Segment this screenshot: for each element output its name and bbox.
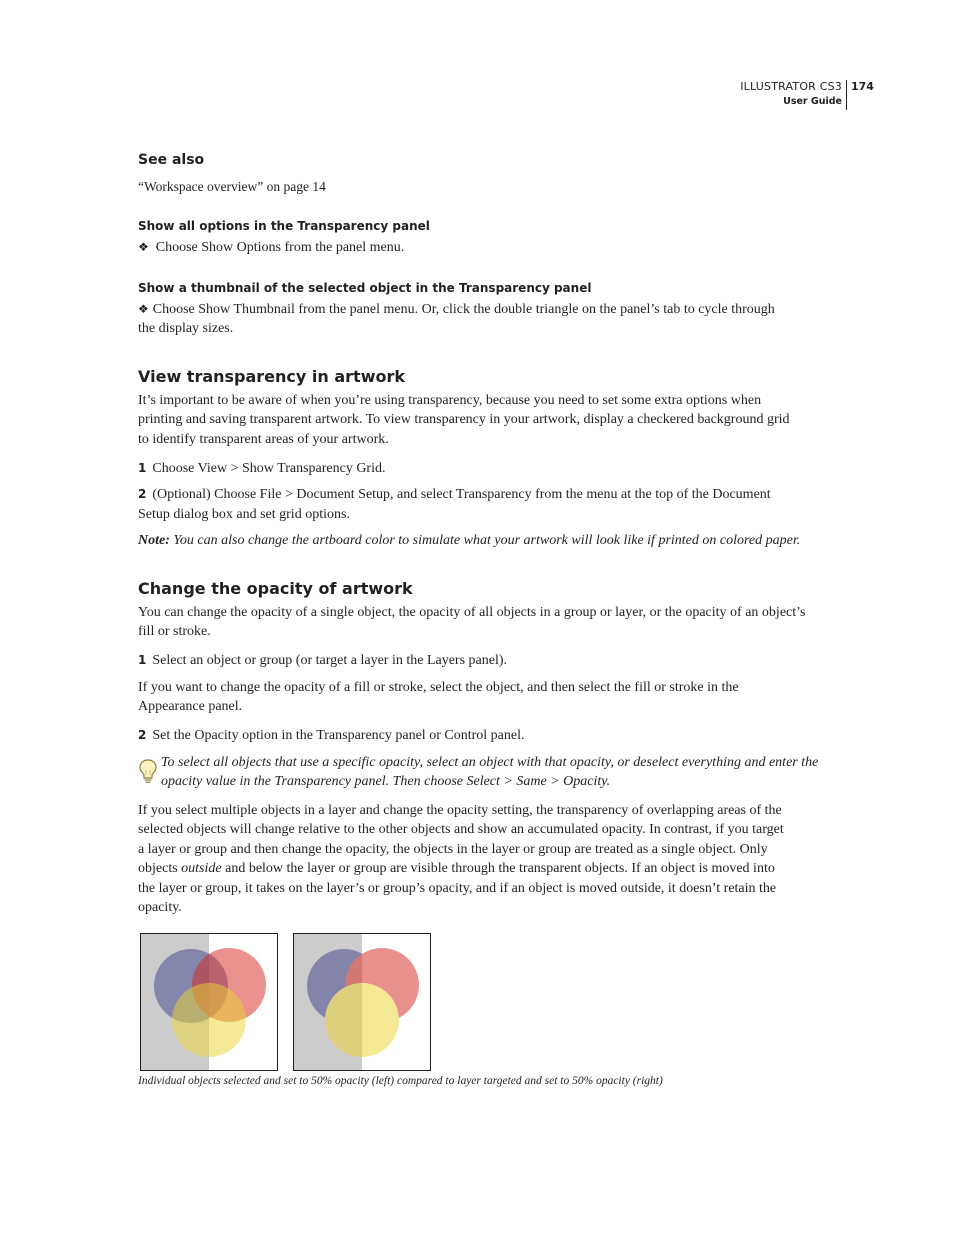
bullet-icon: ❖ (138, 240, 149, 254)
show-thumbnail-heading: Show a thumbnail of the selected object in the Transparency panel (138, 281, 592, 295)
see-also-heading: See also (138, 152, 205, 168)
tip-line1: To select all objects that use a specific opacity, select an object with that opacity, or deselect everything and enter the (161, 755, 819, 770)
note-text: You can also change the artboard color to simulate what your artwork will look like if printed on colored paper. (173, 533, 801, 548)
step-number: 1 (138, 653, 147, 667)
view-transparency-para-line2: printing and saving transparent artwork. To view transparency in your artwork, display a checkered background grid (138, 412, 790, 427)
view-transparency-para-line3: to identify transparent areas of your artwork. (138, 432, 389, 447)
view-step-1: 1 Choose View > Show Transparency Grid. (138, 461, 386, 476)
change-opacity-para3-line3: a layer or group and then change the opacity, the objects in the layer or group are treated as a single object. Only (138, 842, 768, 857)
header-divider (846, 80, 847, 110)
show-options-heading: Show all options in the Transparency panel (138, 219, 430, 233)
step-number: 1 (138, 461, 147, 475)
step-number: 2 (138, 728, 147, 742)
change-opacity-para3-line6: opacity. (138, 900, 182, 915)
show-thumbnail-line1: ❖ Choose Show Thumbnail from the panel menu. Or, click the double triangle on the panel’s tab to cycle through (138, 302, 775, 317)
view-step-2-line1: 2 (Optional) Choose File > Document Setup, and select Transparency from the menu at the top of the Document (138, 487, 771, 502)
view-transparency-heading: View transparency in artwork (138, 367, 405, 386)
header-product: ILLUSTRATOR CS3 (740, 80, 842, 93)
change-opacity-para2-line1: If you want to change the opacity of a fill or stroke, select the object, and then select the fill or stroke in the (138, 680, 739, 695)
opacity-step-2: 2 Set the Opacity option in the Transparency panel or Control panel. (138, 728, 525, 743)
change-opacity-heading: Change the opacity of artwork (138, 579, 413, 598)
step-number: 2 (138, 487, 147, 501)
view-step-2-line2: Setup dialog box and set grid options. (138, 507, 350, 522)
change-opacity-para3-line2: selected objects will change relative to the other objects and show an accumulated opacity. In contrast, if you target (138, 822, 784, 837)
tip-line2: opacity value in the Transparency panel. Then choose Select > Same > Opacity. (161, 774, 611, 789)
change-opacity-para2-line2: Appearance panel. (138, 699, 243, 714)
change-opacity-para-line2: fill or stroke. (138, 624, 211, 639)
bullet-icon: ❖ (138, 302, 149, 316)
see-also-link[interactable]: “Workspace overview” on page 14 (138, 179, 326, 194)
lightbulb-icon (138, 758, 158, 786)
change-opacity-para3-line5: the layer or group, it takes on the layer’s or group’s opacity, and if an object is moved outside, it doesn’t retain the (138, 881, 777, 896)
header-guide: User Guide (783, 96, 842, 107)
show-options-step (138, 238, 404, 258)
opacity-step-1: 1 Select an object or group (or target a layer in the Layers panel). (138, 653, 508, 668)
page-number: 174 (851, 80, 874, 93)
emphasis-outside: outside (181, 861, 222, 876)
figure-individual-opacity (140, 933, 278, 1071)
view-note (138, 531, 800, 551)
figure-layer-opacity (293, 933, 431, 1071)
show-thumbnail-line2: the display sizes. (138, 321, 234, 336)
note-label: Note: (138, 533, 170, 548)
figure-caption: Individual objects selected and set to 50% opacity (left) compared to layer targeted and set to 50% opacity (right) (138, 1075, 663, 1087)
show-options-text: Choose Show Options from the panel menu. (155, 240, 405, 255)
change-opacity-para-line1: You can change the opacity of a single object, the opacity of all objects in a group or layer, or the opacity of an object’s (138, 605, 806, 620)
change-opacity-para3-line1: If you select multiple objects in a layer and change the opacity setting, the transparency of overlapping areas of the (138, 803, 782, 818)
view-transparency-para-line1: It’s important to be aware of when you’re using transparency, because you need to set some extra options when (138, 393, 762, 408)
change-opacity-para3-line4: objects outside and below the layer or group are visible through the transparent objects. If an object is moved into (138, 861, 775, 876)
